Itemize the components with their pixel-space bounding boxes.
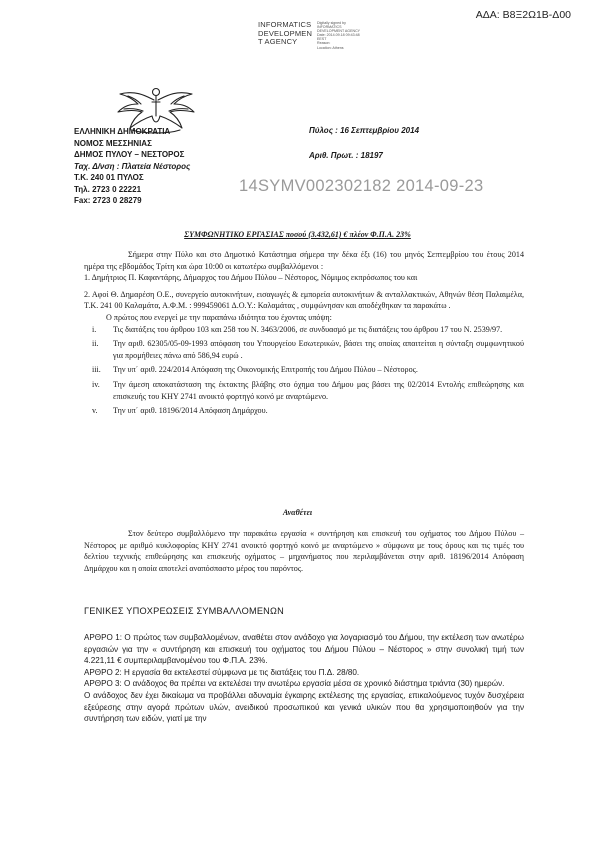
article-3-continued: Ο ανάδοχος δεν έχει δικαίωμα να προβάλλει αδυναμία έγκαιρης εκτέλεσης της εργασίας, επικαλούμενος τυχόν δυσχέρεια εξεύρεσης στην αγορά πρώτων υλών, ανειδικού προσωπικού και γενικά υλικών που θα χρησιμοποιηθούν για την συντήρηση των ειδών, γιατί με την	[84, 690, 524, 724]
list-item	[84, 324, 524, 336]
stamp-org-line: INFORMATICS	[258, 20, 312, 29]
protocol-number: Αριθ. Πρωτ. : 18197	[309, 151, 383, 160]
item-text: Την αριθ. 62305/05-09-1993 απόφαση του Υπουργείου Εσωτερικών, βάσει της οποίας απαιτείται η σύνταξη συμφωνητικού για προμήθειες πάνω από 586,94 ευρώ .	[113, 339, 524, 360]
ada-code: ΑΔΑ: Β8Ξ2Ω1Β-Δ00	[475, 9, 571, 21]
stamp-detail-line: DEVELOPMENT AGENCY	[317, 29, 361, 34]
stamp-detail-line: Location: Athens	[317, 45, 344, 50]
item-number: v.	[92, 406, 98, 416]
municipality-name: ΔΗΜΟΣ ΠΥΛΟΥ – ΝΕΣΤΟΡΟΣ	[74, 150, 185, 159]
party-two: 2. Αφοί Θ. Δημαρέση Ο.Ε., συνεργείο αυτοκινήτων, εισαγωγές & εμπορεία αυτοκινήτων & ανταλλακτικών, Αθηνών θέση Παλαιμέλα, Τ.Κ. 241 00 Καλαμάτα, Α.Φ.Μ. : 999459061 Δ.Ο.Υ.: Καλαμάτας , συμφώνησαν και αποδέχθηκαν τα παρακάτω .	[84, 289, 524, 311]
intro-section	[84, 249, 524, 417]
list-item	[84, 379, 524, 402]
stamp-detail-line: EEST	[317, 37, 327, 42]
fax-line: Fax: 2723 0 28279	[74, 196, 142, 205]
list-item	[84, 338, 524, 361]
party-one: 1. Δημήτριος Π. Καφαντάρης, Δήμαρχος του Δήμου Πύλου – Νέστορος, Νόμιμος εκπρόσωπος του και	[84, 273, 418, 283]
stamp-details	[317, 21, 379, 50]
stamp-org-line: DEVELOPMEN	[258, 28, 313, 38]
article-2: ΑΡΘΡΟ 2: Η εργασία θα εκτελεστεί σύμφωνα με τις διατάξεις του Π.Δ. 28/80.	[84, 667, 360, 677]
assignment-paragraph: Στον δεύτερο συμβαλλόμενο την παρακάτω εργασία « συντήρηση και επισκευή του οχήματος του Δήμου Πύλου – Νέστορος με αριθμό κυκλοφορίας ΚΗΥ 2741 ανοικτό φορτηγό κοινό με αναρτώμενο » σύμφωνα με τους όρους και τις τιμές του δελτίου τεχνικής επιθεώρησης και επισκευής οχήματος – μηχανήματος που περιλαμβάνεται στην αριθ. 18196/2014 Απόφαση Δημάρχου και η οποία αποτελεί αναπόσπαστο μέρος του παρόντος.	[84, 529, 524, 573]
item-text: Την άμεση αποκατάσταση της έκτακτης βλάβης στο όχημα του Δήμου μας βάσει της 02/2014 Εντολής επιθεώρησης και επισκευής του ΚΗΥ 2741 ανοικτό φορτηγό κοινό με αναρτώμενο.	[113, 379, 524, 401]
stamp-detail-line: INFORMATICS	[317, 25, 342, 30]
article-1: ΑΡΘΡΟ 1: Ο πρώτος των συμβαλλομένων, αναθέτει στον ανάδοχο για λογαριασμό του Δήμου, την εκτέλεση των ανωτέρω εργασιών για την « συντήρηση και επισκευή του οχήματος του Δήμου Πύλου – Νέστορος » στην συνολική τιμή των 4.221,11 € συμπεριλαμβανομένου του Φ.Π.Α. 23%.	[84, 633, 524, 666]
assignment-section	[84, 528, 524, 574]
general-obligations-heading: ΓΕΝΙΚΕΣ ΥΠΟΧΡΕΩΣΕΙΣ ΣΥΜΒΑΛΛΟΜΕΝΩΝ	[84, 606, 284, 616]
item-number: ii.	[92, 339, 99, 349]
document-title: ΣΥΜΦΩΝΗΤΙΚΟ ΕΡΓΑΣΙΑΣ ποσού (3.432,61) € πλέον Φ.Π.Α. 23%	[184, 230, 411, 239]
item-text: Την υπ΄ αριθ. 224/2014 Απόφαση της Οικονομικής Επιτροπής του Δήμου Πύλου – Νέστορος.	[113, 365, 418, 375]
list-item	[84, 364, 524, 376]
item-number: i.	[92, 324, 97, 334]
country-name: ΕΛΛΗΝΙΚΗ ΔΗΜΟΚΡΑΤΙΑ	[74, 127, 171, 136]
stamp-detail-line: Digitally signed by	[317, 21, 346, 25]
articles-section	[84, 632, 524, 725]
item-text: Τις διατάξεις του άρθρου 103 και 258 του Ν. 3463/2006, σε συνδυασμό με τις διατάξεις του άρθρου 17 του Ν. 2539/97.	[113, 324, 503, 334]
issuer-block	[74, 126, 190, 207]
postal-line: Τ.Κ. 240 01 ΠΥΛΟΣ	[74, 173, 144, 182]
item-number: iii.	[92, 365, 101, 375]
item-number: iv.	[92, 379, 100, 389]
item-text: Την υπ΄ αριθ. 18196/2014 Απόφαση Δημάρχου.	[113, 406, 268, 416]
prefecture-name: ΝΟΜΟΣ ΜΕΣΣΗΝΙΑΣ	[74, 138, 152, 148]
digital-signature-stamp	[258, 21, 376, 71]
place-date: Πύλος : 16 Σεπτεμβρίου 2014	[309, 126, 420, 135]
stamp-detail-line: Reason:	[317, 41, 331, 46]
document-id: 14SYMV002302182 2014-09-23	[239, 177, 484, 195]
intro-paragraph: Σήμερα στην Πύλο και στο Δημοτικό Κατάστημα σήμερα την δέκα έξι (16) του μηνός Σεπτεμβρίου του έτους 2014 ημέρα της εβδομάδος Τρίτη και ώρα 10:00 οι κατωτέρω συμβαλλόμενοι :	[84, 250, 524, 271]
article-3: ΑΡΘΡΟ 3: Ο ανάδοχος θα πρέπει να εκτελέσει την ανωτέρω εργασία μέσα σε χρονικό διάστημα τριάντα (30) ημερών.	[84, 679, 505, 689]
address-line: Ταχ. Δ/νση : Πλατεία Νέστορος	[74, 161, 191, 171]
list-item	[84, 405, 524, 417]
assigns-heading: Αναθέτει	[282, 508, 313, 517]
phone-line: Τηλ. 2723 0 22221	[74, 184, 142, 194]
considering-line: Ο πρώτος που ενεργεί με την παραπάνω ιδιότητα του έχοντας υπόψη:	[106, 312, 332, 322]
stamp-detail-line: Date: 2014.09.18 09:43:48	[317, 33, 360, 38]
stamp-org-line: T AGENCY	[258, 37, 298, 46]
